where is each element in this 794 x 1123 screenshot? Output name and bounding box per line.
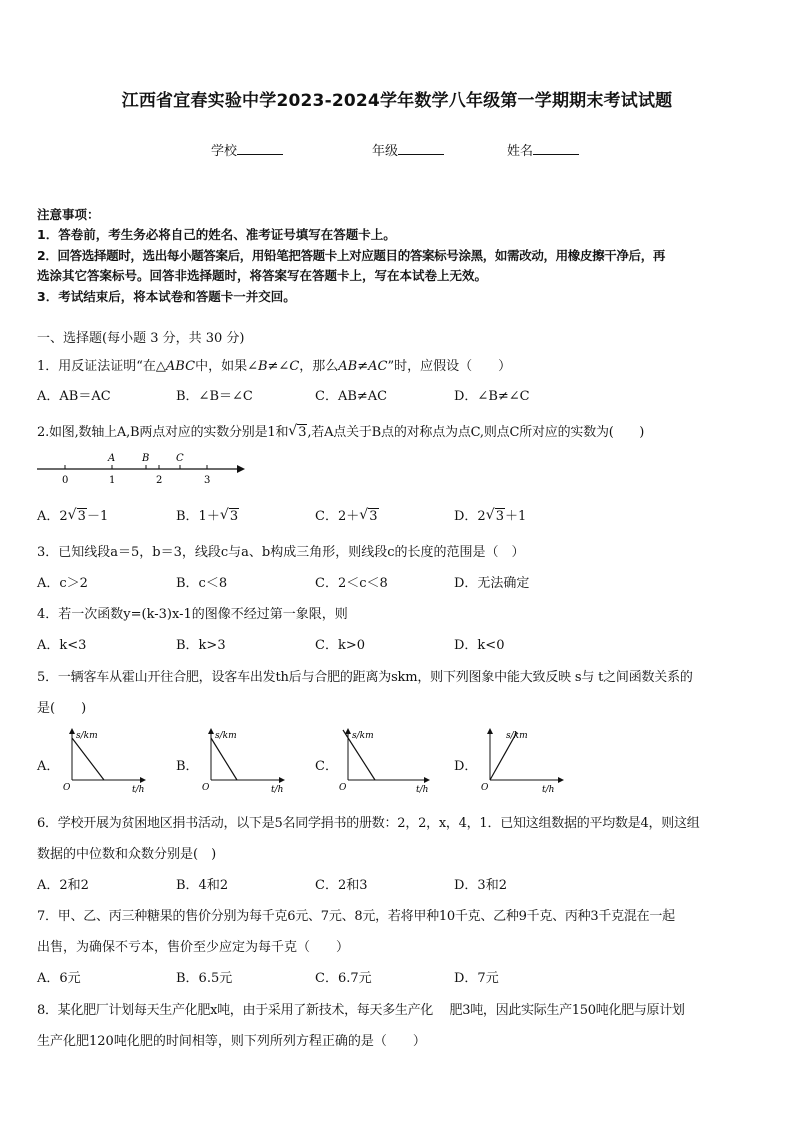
question-5-option-d: D． bbox=[454, 759, 478, 774]
tick-label-0: 0 bbox=[62, 475, 69, 486]
grade-field bbox=[372, 140, 444, 159]
svg-text:s/km: s/km bbox=[76, 731, 98, 741]
point-label-b: B bbox=[142, 453, 150, 464]
question-7-stem: 7．甲、乙、丙三种糖果的售价分别为每千克6元、7元、8元，若将甲种10千克、乙种9千克、丙种3千克混在一起 bbox=[37, 909, 675, 924]
svg-text:t/h: t/h bbox=[416, 785, 429, 795]
question-4-option-c: C．k>0 bbox=[315, 638, 365, 653]
question-1-stem: 1．用反证法证明“在△ABC中，如果∠B≠∠C，那么AB≠AC”时，应假设（ ） bbox=[37, 359, 512, 374]
question-7-stem-cont: 出售，为确保不亏本，售价至少应定为每千克（ ） bbox=[37, 940, 350, 955]
question-2-option-b: B．1＋√ 3 bbox=[176, 505, 239, 524]
question-3-option-c: C．2＜c＜8 bbox=[315, 576, 388, 591]
question-6-option-d: D．3和2 bbox=[454, 878, 507, 893]
question-6-option-a: A．2和2 bbox=[37, 878, 89, 893]
school-label: 学校 bbox=[211, 144, 238, 159]
grade-label: 年级 bbox=[372, 144, 399, 159]
notice-item: 3．考试结束后，将本试卷和答题卡一并交回。 bbox=[37, 289, 296, 304]
svg-text:O: O bbox=[339, 783, 347, 793]
svg-text:s/km: s/km bbox=[215, 731, 237, 741]
notice-item: 选涂其它答案标号。回答非选择题时，将答案写在答题卡上，写在本试卷上无效。 bbox=[37, 268, 488, 283]
name-blank[interactable] bbox=[533, 142, 579, 155]
question-1-option-d: D．∠B≠∠C bbox=[454, 389, 530, 404]
question-7-option-d: D．7元 bbox=[454, 971, 499, 986]
grade-blank[interactable] bbox=[398, 142, 444, 155]
question-5-stem: 5．一辆客车从霍山开往合肥，设客车出发th后与合肥的距离为skm，则下列图象中能大致反映 s与 t之间函数关系的 bbox=[37, 670, 693, 685]
question-4-option-b: B．k>3 bbox=[176, 638, 226, 653]
name-field bbox=[507, 140, 579, 159]
question-2-option-d: D．2√ 3＋1 bbox=[454, 505, 526, 524]
graph-a bbox=[62, 728, 152, 798]
question-4-option-d: D．k<0 bbox=[454, 638, 505, 653]
question-1-option-c: C．AB≠AC bbox=[315, 389, 388, 404]
question-3-stem: 3．已知线段a＝5，b＝3，线段c与a、b构成三角形，则线段c的长度的范围是（ ） bbox=[37, 545, 525, 560]
point-label-c: C bbox=[176, 453, 184, 464]
question-1-option-a: A．AB＝AC bbox=[37, 389, 111, 404]
question-5-option-b: B． bbox=[176, 759, 199, 774]
svg-text:s/km: s/km bbox=[352, 731, 374, 741]
question-5-option-a: A． bbox=[37, 759, 60, 774]
question-8-stem-cont: 生产化肥120吨化肥的时间相等，则下列所列方程正确的是（ ） bbox=[37, 1034, 426, 1049]
question-8-stem: 8．某化肥厂计划每天生产化肥x吨，由于采用了新技术，每天多生产化 肥3吨，因此实际生产150吨化肥与原计划 bbox=[37, 1003, 685, 1018]
name-label: 姓名 bbox=[507, 144, 534, 159]
question-3-option-a: A．c＞2 bbox=[37, 576, 88, 591]
point-label-a: A bbox=[108, 453, 116, 464]
question-6-option-b: B．4和2 bbox=[176, 878, 229, 893]
graph-d bbox=[480, 728, 570, 798]
tick-label-3: 3 bbox=[204, 475, 211, 486]
school-blank[interactable] bbox=[237, 142, 283, 155]
svg-text:t/h: t/h bbox=[132, 785, 145, 795]
svg-text:t/h: t/h bbox=[542, 785, 555, 795]
question-3-option-b: B．c＜8 bbox=[176, 576, 228, 591]
svg-text:O: O bbox=[481, 783, 489, 793]
question-6-stem: 6．学校开展为贫困地区捐书活动，以下是5名同学捐书的册数：2，2，x，4，1．已知这组数据的平均数是4，则这组 bbox=[37, 816, 700, 831]
notice-item: 1．答卷前，考生务必将自己的姓名、准考证号填写在答题卡上。 bbox=[37, 227, 396, 242]
svg-text:s/km: s/km bbox=[506, 731, 528, 741]
graph-c bbox=[338, 728, 438, 798]
question-5-option-c: C． bbox=[315, 759, 338, 774]
svg-text:O: O bbox=[202, 783, 210, 793]
question-2-stem: 2.如图,数轴上A,B两点对应的实数分别是1和√ 3,若A点关于B点的对称点为点C,则点C所对应的实数为( ) bbox=[37, 421, 644, 440]
question-6-option-c: C．2和3 bbox=[315, 878, 368, 893]
question-7-option-c: C．6.7元 bbox=[315, 971, 372, 986]
number-line-figure bbox=[37, 452, 257, 486]
school-field bbox=[211, 140, 283, 159]
exam-title: 江西省宜春实验中学2023-2024学年数学八年级第一学期期末考试试题 bbox=[121, 91, 673, 111]
graph-b-line bbox=[211, 738, 237, 780]
question-6-stem-cont: 数据的中位数和众数分别是( ) bbox=[37, 847, 217, 862]
graph-a-line bbox=[72, 738, 104, 780]
notice-item: 2．回答选择题时，选出每小题答案后，用铅笔把答题卡上对应题目的答案标号涂黑，如需改动，用橡皮擦干净后，再 bbox=[37, 248, 666, 263]
svg-text:O: O bbox=[63, 783, 71, 793]
section-heading: 一、选择题(每小题 3 分，共 30 分) bbox=[37, 331, 245, 346]
question-4-option-a: A．k<3 bbox=[37, 638, 87, 653]
graph-b bbox=[201, 728, 291, 798]
tick-label-2: 2 bbox=[156, 475, 163, 486]
question-4-stem: 4．若一次函数y=(k-3)x-1的图像不经过第一象限，则 bbox=[37, 607, 348, 622]
svg-text:t/h: t/h bbox=[271, 785, 284, 795]
question-7-option-a: A．6元 bbox=[37, 971, 81, 986]
question-3-option-d: D．无法确定 bbox=[454, 576, 530, 591]
question-2-option-c: C．2＋√ 3 bbox=[315, 505, 379, 524]
sqrt-symbol: √ 3 bbox=[288, 425, 307, 440]
question-1-option-b: B．∠B＝∠C bbox=[176, 389, 253, 404]
question-2-option-a: A．2√ 3－1 bbox=[37, 505, 108, 524]
notice-heading: 注意事项： bbox=[37, 207, 100, 222]
question-7-option-b: B．6.5元 bbox=[176, 971, 233, 986]
question-5-stem-cont: 是( ) bbox=[37, 701, 87, 716]
tick-label-1: 1 bbox=[109, 475, 116, 486]
number-line-arrow bbox=[237, 465, 245, 473]
